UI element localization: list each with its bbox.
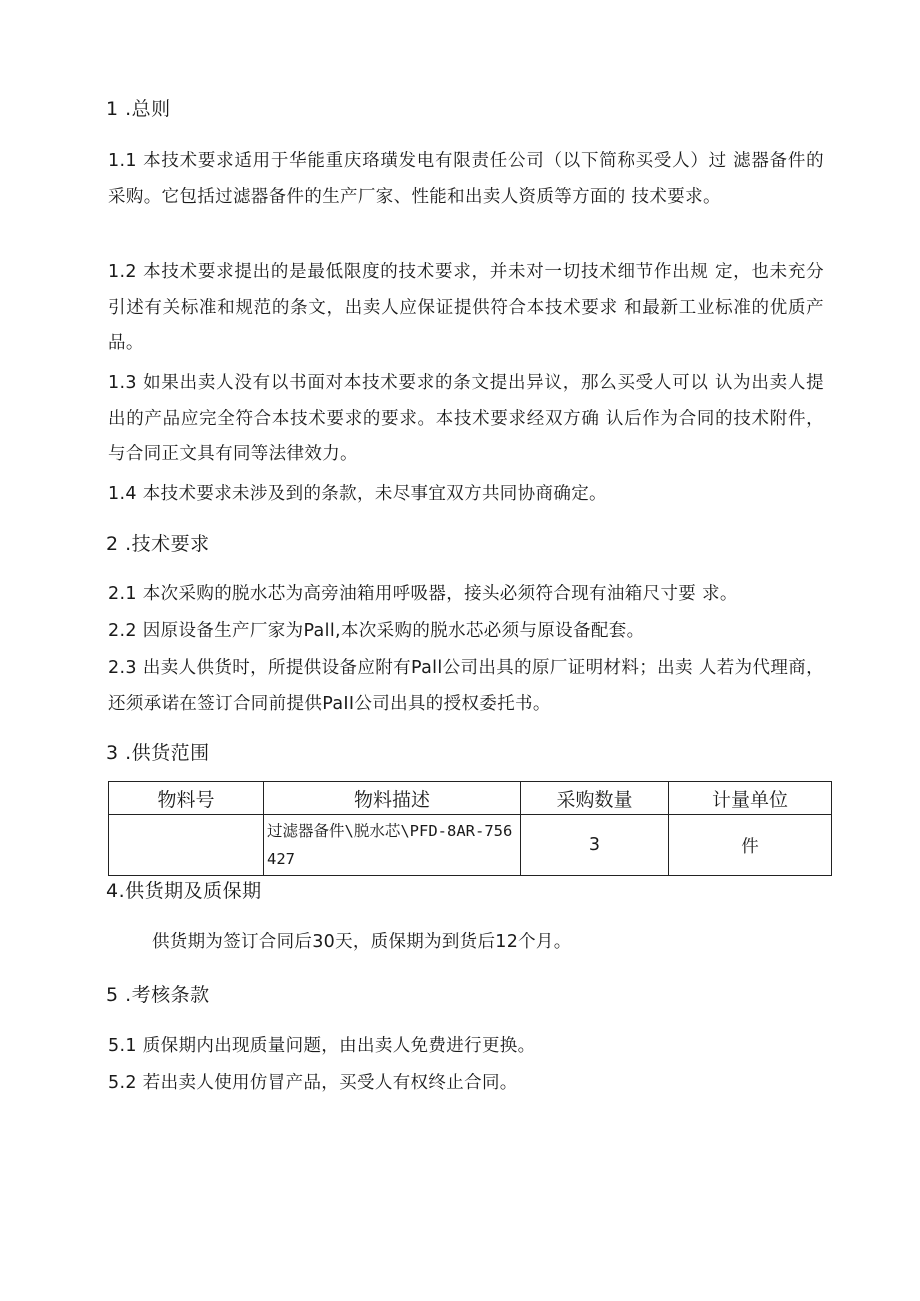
- cell-quantity: 3: [521, 815, 669, 876]
- section-2-2-paragraph: 2.2 因原设备生产厂家为Pall,本次采购的脱水芯必须与原设备配套。: [108, 621, 645, 641]
- table-header-row: [109, 782, 832, 815]
- section-2-1-paragraph: 2.1 本次采购的脱水芯为高旁油箱用呼吸器，接头必须符合现有油箱尺寸要 求。: [108, 584, 738, 604]
- section-1-heading: 1 .总则: [106, 98, 171, 120]
- section-5-heading: 5 .考核条款: [106, 984, 210, 1006]
- cell-unit: 件: [669, 815, 832, 876]
- section-5-1-paragraph: 5.1 质保期内出现质量问题，由出卖人免费进行更换。: [108, 1036, 536, 1056]
- cell-material-no: [109, 815, 264, 876]
- table-row: [109, 815, 832, 876]
- section-4-heading: 4.供货期及质保期: [106, 880, 262, 902]
- header-material-no: 物料号: [109, 782, 264, 815]
- section-3-heading: 3 .供货范围: [106, 742, 210, 764]
- header-purchase-quantity: 采购数量: [521, 782, 669, 815]
- section-1-4-paragraph: 1.4 本技术要求未涉及到的条款，未尽事宜双方共同协商确定。: [108, 484, 607, 504]
- header-material-description: 物料描述: [264, 782, 521, 815]
- section-4-paragraph: 供货期为签订合同后30天，质保期为到货后12个月。: [152, 932, 572, 952]
- section-2-heading: 2 .技术要求: [106, 533, 210, 555]
- section-2-3-paragraph: 2.3 出卖人供货时，所提供设备应附有Pall公司出具的原厂证明材料；出卖 人若为代理商，还须承诺在签订合同前提供PaII公司出具的授权委托书。: [108, 658, 824, 714]
- section-1-1-paragraph: 1.1 本技术要求适用于华能重庆珞璜发电有限责任公司（以下简称买受人）过 滤器备件的采购。它包括过滤器备件的生产厂家、性能和出卖人资质等方面的 技术要求。: [108, 151, 824, 207]
- section-1-3-paragraph: 1.3 如果出卖人没有以书面对本技术要求的条文提出异议，那么买受人可以 认为出卖人提出的产品应完全符合本技术要求的要求。本技术要求经双方确 认后作为合同的技术附件，与合同正文具有同等法律效力。: [108, 373, 824, 464]
- section-5-2-paragraph: 5.2 若出卖人使用仿冒产品，买受人有权终止合同。: [108, 1073, 518, 1093]
- section-1-2-paragraph: 1.2 本技术要求提出的是最低限度的技术要求，并未对一切技术细节作出规 定，也未充分引述有关标准和规范的条文，出卖人应保证提供符合本技术要求 和最新工业标准的优质产品。: [108, 262, 824, 353]
- cell-material-description: 过滤器备件\脱水芯\PFD-8AR-756427: [264, 815, 521, 876]
- supply-scope-table: [108, 781, 832, 876]
- header-unit: 计量单位: [669, 782, 832, 815]
